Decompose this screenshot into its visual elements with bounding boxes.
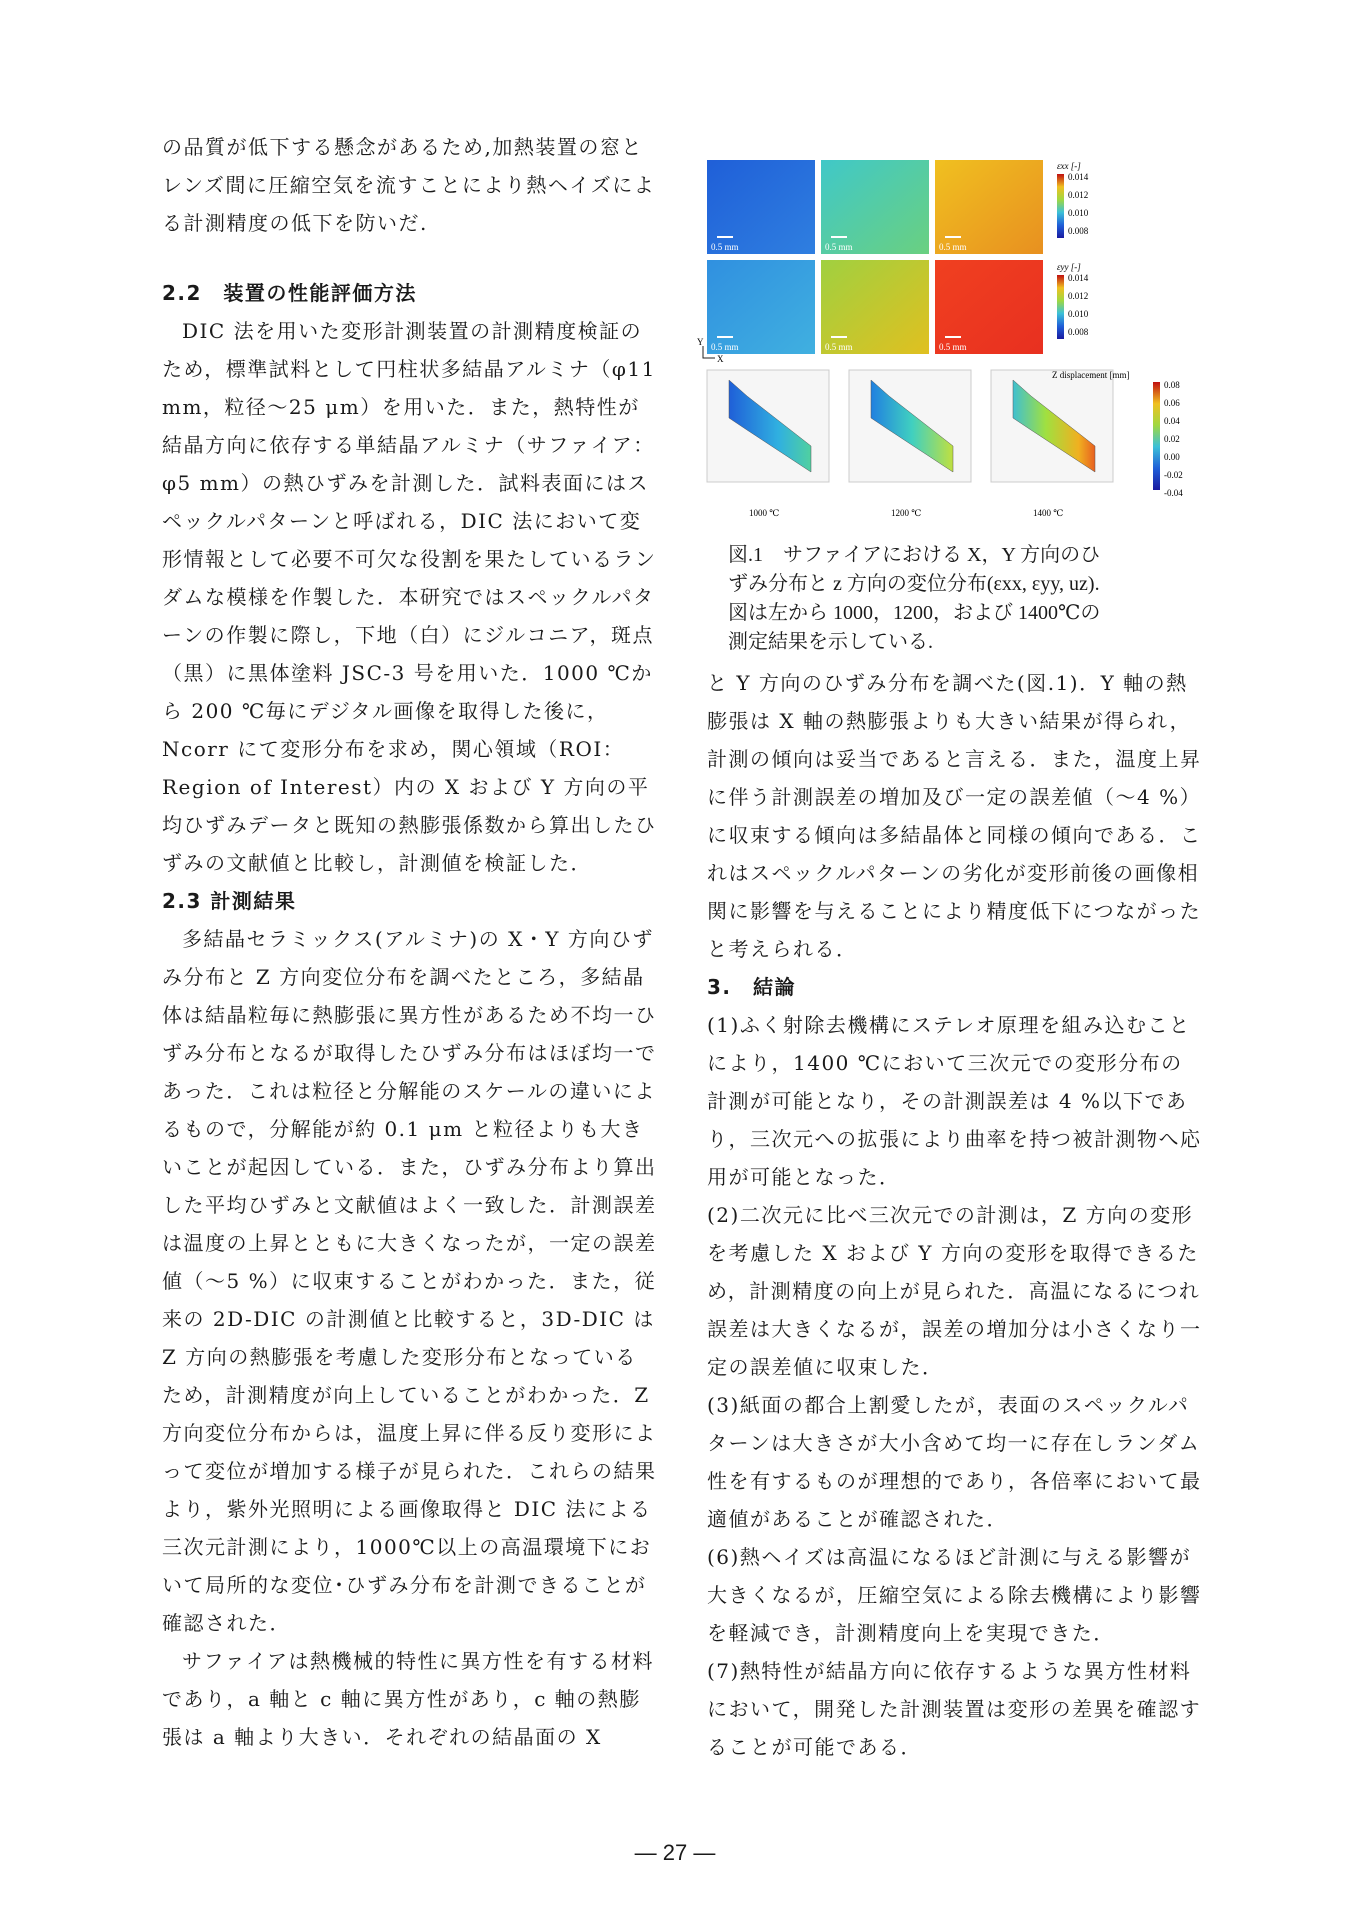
z-tick: 0.02: [1164, 434, 1180, 444]
right-column: [707, 664, 1204, 1766]
temp-label-1000: 1000 ℃: [749, 508, 780, 518]
left-column: [162, 128, 657, 1756]
z-tick: -0.02: [1164, 470, 1183, 480]
z-displacement-plot-1200: [849, 370, 971, 482]
page-number: ― 27 ―: [634, 1840, 716, 1865]
figure-1: [697, 160, 1207, 528]
scale-bar-label: 0.5 mm: [939, 342, 967, 352]
sapphire-results-paragraph: と Y 方向のひずみ分布を調べた(図.1)．Y 軸の熱膨張は X 軸の熱膨張よりも大きい結果が得られ，計測の傾向は妥当であると言える．また，温度上昇に伴う計測誤差の増加及び一定の誤差値（〜4 %）に収束する傾向は多結晶体と同様の傾向である．これはスペックルパターンの劣化が変形前後の画像相関に影響を与えることにより精度低下につながったと考えられる．: [707, 671, 1202, 961]
conclusion-item-2: (2)二次元に比べ三次元での計測は，Z 方向の変形を考慮した X および Y 方向の変形を取得できるため，計測精度の向上が見られた．高温になるにつれ誤差は大きくなるが，誤差の増加分は小さくなり一定の誤差値に収束した．: [707, 1203, 1202, 1379]
scale-bar: [945, 336, 961, 338]
axis-x-label: X: [717, 354, 724, 364]
scale-bar-label: 0.5 mm: [711, 242, 739, 252]
eyy-colorbar-label: εyy [-]: [1057, 262, 1081, 272]
exx-map-1200: [821, 160, 929, 254]
exx-tick: 0.014: [1068, 172, 1089, 182]
z-colorbar: [1153, 382, 1160, 490]
results-paragraph: 多結晶セラミックス(アルミナ)の X・Y 方向ひずみ分布と Z 方向変位分布を調べたところ，多結晶体は結晶粒毎に熱膨張に異方性があるため不均一ひずみ分布となるが取得したひずみ分布はほぼ均一であった．これは粒径と分解能のスケールの違いによるもので，分解能が約 0.1 μm と粒径よりも大きいことが起因している．また，ひずみ分布より算出した平均ひずみと文献値はよく一致した．計測誤差は温度の上昇とともに大きくなったが，一定の誤差値（〜5 %）に収束することがわかった．また，従来の 2D-DIC の計測値と比較すると，3D-DIC は Z 方向の熱膨張を考慮した変形分布となっているため，計測精度が向上していることがわかった．Z 方向変位分布からは，温度上昇に伴る反り変形によって変位が増加する様子が見られた．これらの結果より，紫外光照明による画像取得と DIC 法による三次元計測により，1000℃以上の高温環境下において局所的な変位･ひずみ分布を計測できることが確認された．: [162, 927, 657, 1635]
eyy-tick: 0.008: [1068, 327, 1089, 337]
scale-bar-label: 0.5 mm: [711, 342, 739, 352]
scale-bar: [831, 236, 847, 238]
eyy-map-1400: [935, 260, 1043, 354]
scale-bar-label: 0.5 mm: [825, 242, 853, 252]
axis-y-label: Y: [697, 337, 704, 347]
caption-line: 図は左から 1000，1200，および 1400℃の: [728, 602, 1101, 624]
z-tick: 0.00: [1164, 452, 1180, 462]
exx-map-1000: [707, 160, 815, 254]
method-paragraph: DIC 法を用いた変形計測装置の計測精度検証のため，標準試料として円柱状多結晶アルミナ（φ11 mm，粒径〜25 μm）を用いた．また，熱特性が結晶方向に依存する単結晶アルミナ（サファイア：φ5 mm）の熱ひずみを計測した．試料表面にはスペックルパターンと呼ばれる，DIC 法において変形情報として必要不可欠な役割を果たしているランダムな模様を作製した．本研究ではスペックルパターンの作製に際し，下地（白）にジルコニア，斑点（黒）に黒体塗料 JSC-3 号を用いた．1000 ℃から 200 ℃毎にデジタル画像を取得した後に，Ncorr にて変形分布を求め，関心領域（ROI：Region of Interest）内の X および Y 方向の平均ひずみデータと既知の熱膨張係数から算出したひずみの文献値と比較し，計測値を検証した．: [162, 319, 657, 875]
scale-bar: [717, 336, 733, 338]
eyy-tick: 0.010: [1068, 309, 1089, 319]
conclusion-item-1: (1)ふく射除去機構にステレオ原理を組み込むことにより，1400 ℃において三次元での変形分布の計測が可能となり，その計測誤差は 4 %以下であり，三次元への拡張により曲率を持つ被計測物へ応用が可能となった．: [707, 1013, 1202, 1189]
temp-label-1200: 1200 ℃: [891, 508, 922, 518]
conclusion-item-6: (6)熱ヘイズは高温になるほど計測に与える影響が大きくなるが，圧縮空気による除去機構により影響を軽減でき，計測精度向上を実現できた．: [707, 1545, 1202, 1645]
exx-tick: 0.010: [1068, 208, 1089, 218]
z-tick: 0.04: [1164, 416, 1180, 426]
intro-paragraph: の品質が低下する懸念があるため,加熱装置の窓とレンズ間に圧縮空気を流すことにより熱ヘイズによる計測精度の低下を防いだ.: [162, 135, 656, 235]
eyy-tick: 0.014: [1068, 273, 1089, 283]
exx-tick: 0.012: [1068, 190, 1089, 200]
scale-bar-label: 0.5 mm: [825, 342, 853, 352]
exx-map-1400: [935, 160, 1043, 254]
section-heading-2-2: 2.2 装置の性能評価方法: [162, 281, 417, 305]
scale-bar: [945, 236, 961, 238]
figure-caption: [728, 541, 1188, 657]
caption-line: 図.1 サファイアにおける X，Y 方向のひ: [728, 544, 1101, 566]
z-tick: 0.06: [1164, 398, 1180, 408]
scale-bar: [717, 236, 733, 238]
z-tick: 0.08: [1164, 380, 1180, 390]
section-heading-3: 3. 結論: [707, 975, 797, 999]
figure-1-graphic: [697, 160, 1207, 528]
eyy-map-1200: [821, 260, 929, 354]
exx-colorbar-label: εxx [-]: [1057, 161, 1081, 171]
exx-tick: 0.008: [1068, 226, 1089, 236]
eyy-map-1000: [707, 260, 815, 354]
caption-line: 測定結果を示している.: [728, 631, 933, 653]
caption-line: ずみ分布と z 方向の変位分布(εxx, εyy, uz).: [728, 573, 1100, 595]
sapphire-paragraph: サファイアは熱機械的特性に異方性を有する材料であり，a 軸と c 軸に異方性があり，c 軸の熱膨張は a 軸より大きい．それぞれの結晶面の X: [162, 1649, 654, 1749]
z-displacement-plot-1000: [707, 370, 829, 482]
z-displacement-plot-1400: [991, 370, 1113, 482]
z-tick: -0.04: [1164, 488, 1183, 498]
eyy-tick: 0.012: [1068, 291, 1089, 301]
exx-colorbar: [1057, 174, 1064, 238]
z-colorbar-label: Z displacement [mm]: [1052, 370, 1130, 380]
scale-bar: [831, 336, 847, 338]
conclusion-item-3: (3)紙面の都合上割愛したが，表面のスペックルパターンは大きさが大小含めて均一に存在しランダム性を有するものが理想的であり，各倍率において最適値があることが確認された．: [707, 1393, 1202, 1531]
eyy-colorbar: [1057, 275, 1064, 339]
section-heading-2-3: 2.3 計測結果: [162, 889, 297, 913]
conclusion-item-7: (7)熱特性が結晶方向に依存するような異方性材料において，開発した計測装置は変形の差異を確認することが可能である．: [707, 1659, 1202, 1759]
scale-bar-label: 0.5 mm: [939, 242, 967, 252]
temp-label-1400: 1400 ℃: [1033, 508, 1064, 518]
